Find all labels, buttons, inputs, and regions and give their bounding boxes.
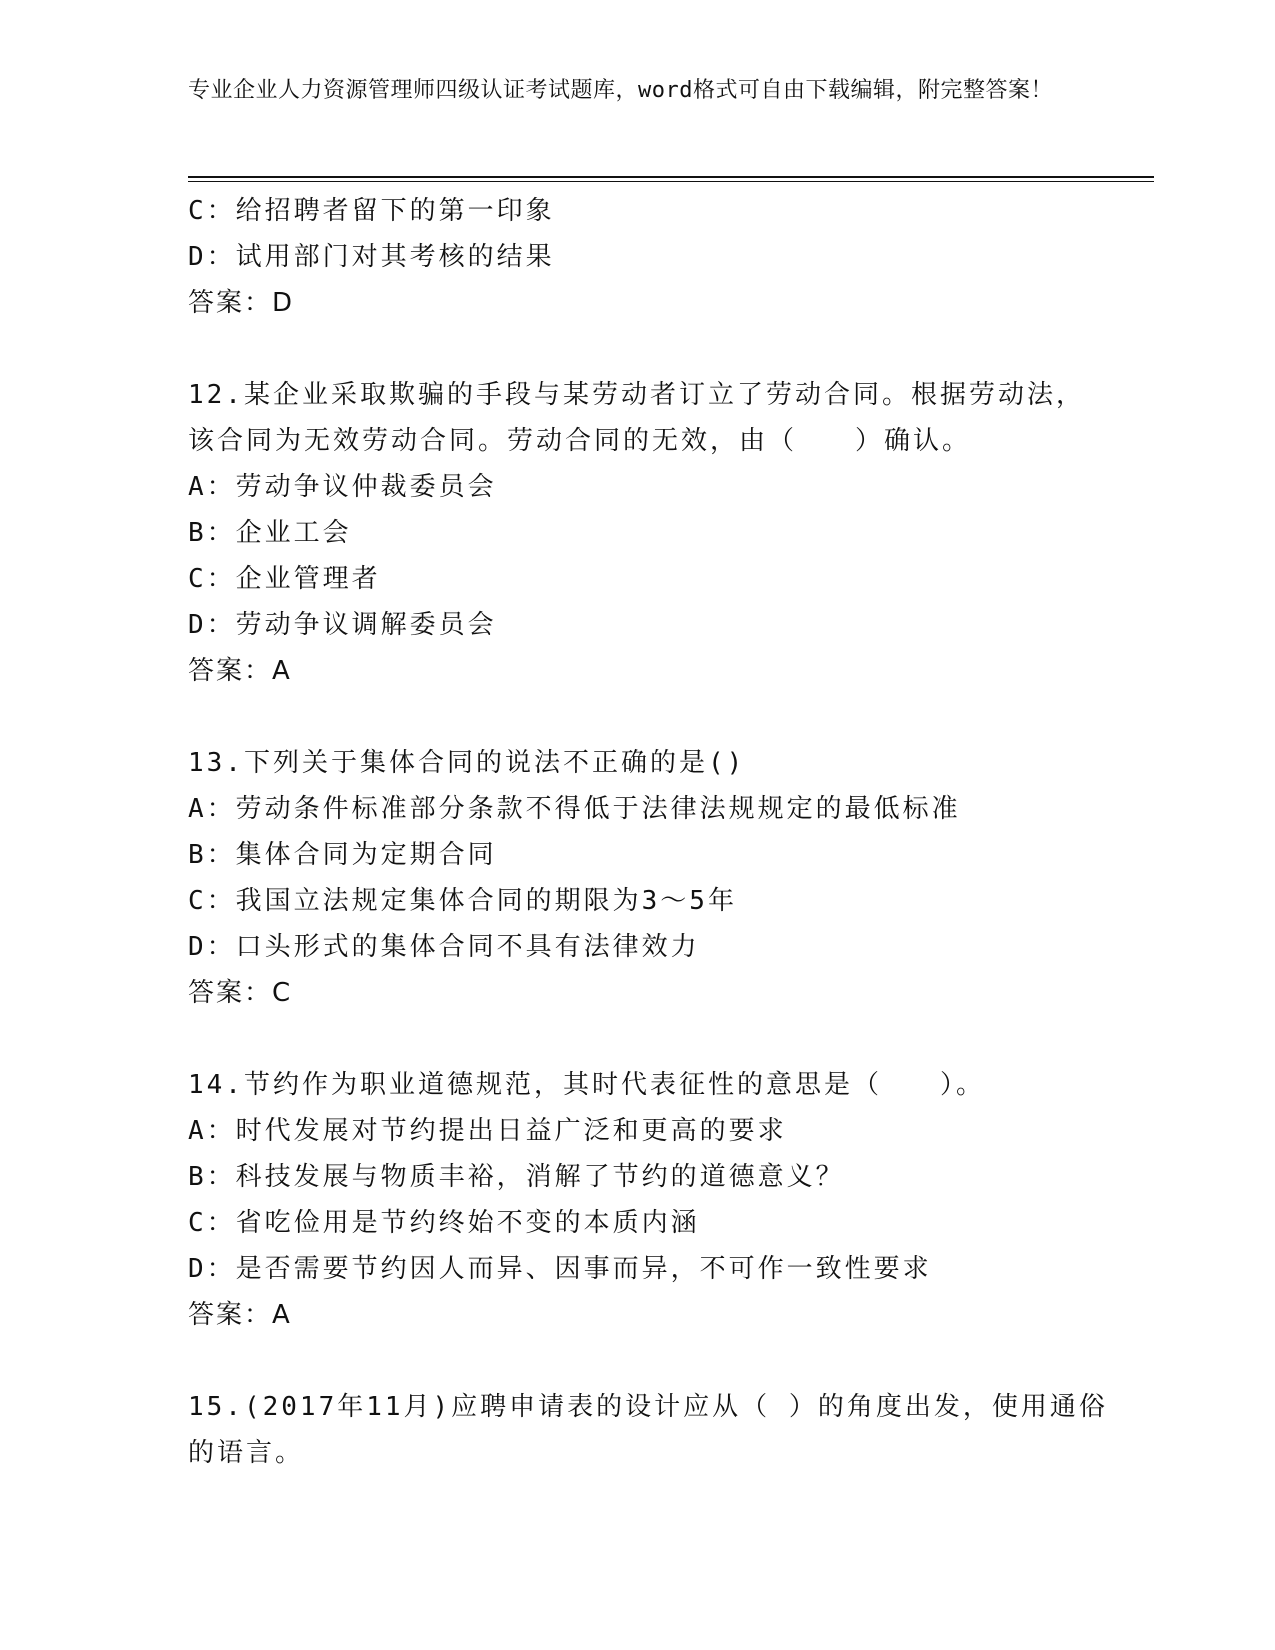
question-13 (188, 740, 1148, 1016)
answer-line: 答案：A (188, 656, 292, 686)
option-d: D：是否需要节约因人而异、因事而异，不可作一致性要求 (188, 1254, 932, 1284)
question-stem: 13.下列关于集体合同的说法不正确的是() (188, 748, 746, 778)
option-c: C：省吃俭用是节约终始不变的本质内涵 (188, 1208, 700, 1238)
question-12 (188, 372, 1148, 694)
option-b: B：科技发展与物质丰裕，消解了节约的道德意义？ (188, 1162, 845, 1192)
answer-line: 答案：D (188, 288, 295, 318)
question-stem-line-2: 该合同为无效劳动合同。劳动合同的无效，由（ ）确认。 (188, 426, 972, 456)
question-stem-line-2: 的语言。 (188, 1438, 305, 1468)
answer-line: 答案：A (188, 1300, 292, 1330)
spacer (188, 1338, 1148, 1384)
question-stem: 14.节约作为职业道德规范，其时代表征性的意思是（ ）。 (188, 1070, 985, 1100)
question-11-continued (188, 188, 1148, 326)
option-b: B：企业工会 (188, 518, 352, 548)
spacer (188, 694, 1148, 740)
option-d: D：试用部门对其考核的结果 (188, 242, 555, 272)
spacer (188, 1016, 1148, 1062)
header-divider-thin (188, 181, 1154, 182)
document-header: 专业企业人力资源管理师四级认证考试题库，word格式可自由下载编辑，附完整答案！ (188, 78, 1053, 103)
option-c: C：企业管理者 (188, 564, 381, 594)
answer-line: 答案：C (188, 978, 293, 1008)
option-d: D：口头形式的集体合同不具有法律效力 (188, 932, 700, 962)
option-b: B：集体合同为定期合同 (188, 840, 497, 870)
question-stem-line-1: 15.(2017年11月)应聘申请表的设计应从（ ）的角度出发，使用通俗 (188, 1392, 1108, 1422)
spacer (188, 326, 1148, 372)
option-c: C：给招聘者留下的第一印象 (188, 196, 555, 226)
option-a: A：劳动争议仲裁委员会 (188, 472, 497, 502)
question-14 (188, 1062, 1148, 1338)
question-content (188, 188, 1148, 1476)
option-d: D：劳动争议调解委员会 (188, 610, 497, 640)
option-c: C：我国立法规定集体合同的期限为3～5年 (188, 886, 737, 916)
question-15 (188, 1384, 1148, 1476)
option-a: A：劳动条件标准部分条款不得低于法律法规规定的最低标准 (188, 794, 961, 824)
option-a: A：时代发展对节约提出日益广泛和更高的要求 (188, 1116, 787, 1146)
header-divider-thick (188, 176, 1154, 178)
question-stem-line-1: 12.某企业采取欺骗的手段与某劳动者订立了劳动合同。根据劳动法， (188, 380, 1085, 410)
